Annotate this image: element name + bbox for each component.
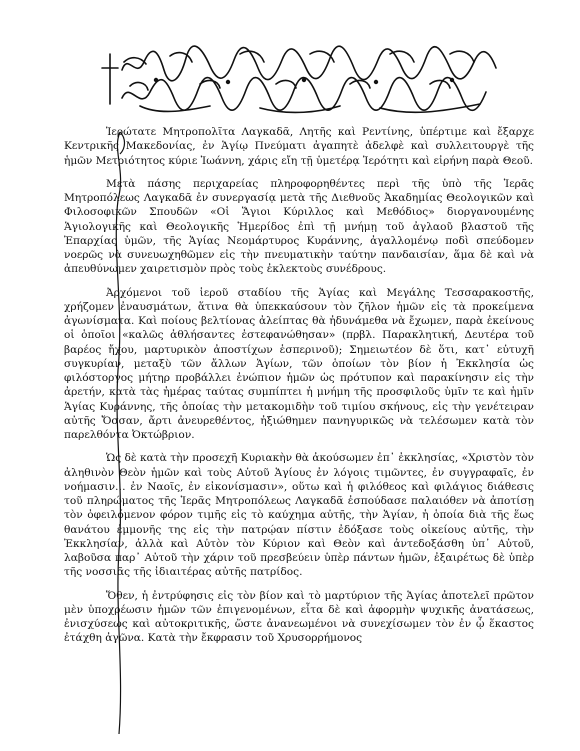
- letter-paragraph: Ὅθεν, ἡ ἐντρύφησις εἰς τὸν βίον καὶ τὸ μαρτύριον τῆς Ἁγίας ἀποτελεῖ πρῶτον μὲν ὑποχρέωσιν ἡμῶν τῶν ἐπιγενομένων, εἶτα δὲ καὶ ἀφορμὴν ψυχικῆς ἀνατάσεως, ἐνισχύσεως καὶ αὐτοκριτικῆς, ὥστε ἀνανεωμένοι νὰ συνεχίσωμεν τὸν ἐν ᾧ ἕκαστος ἐτάχθη ἀγῶνα. Κατὰ τὴν ἔκφρασιν τοῦ Χρυσορρήμονος: [64, 589, 534, 645]
- letter-paragraph: Μετὰ πάσης περιχαρείας πληροφορηθέντες περὶ τῆς ὑπὸ τῆς Ἱερᾶς Μητροπόλεως Λαγκαδᾶ ἐν συνεργασίᾳ μετὰ τῆς Διεθνοῦς Ἀκαδημίας Θεολογικῶν καὶ Φιλοσοφικῶν Σπουδῶν «Οἱ Ἅγιοι Κύριλλος καὶ Μεθόδιος» διοργανουμένης Ἁγιολογικῆς καὶ Θεολογικῆς Ἡμερίδος ἐπὶ τῇ μνήμῃ τοῦ ἀγλαοῦ βλαστοῦ τῆς Ἐπαρχίας ὑμῶν, τῆς Ἁγίας Νεομάρτυρος Κυράννης, ἀγαλλομένῳ ποδὶ σπεύδομεν νοερῶς νὰ συνευωχηθῶμεν εἰς τὴν πνευματικὴν ταύτην πανδαισίαν, ἅμα δὲ καὶ νὰ ἀπευθύνωμεν χαιρετισμὸν πρὸς τοὺς ἐκλεκτοὺς συνέδρους.: [64, 177, 534, 276]
- calligraphy-icon: [100, 40, 500, 120]
- letter-body: [64, 125, 534, 655]
- letter-paragraph: Ἀρχόμενοι τοῦ ἱεροῦ σταδίου τῆς Ἁγίας καὶ Μεγάλης Τεσσαρακοστῆς, χρήζομεν ἐναυσμάτων, ἅτινα θὰ ὑπεκκαύσουν τὸν ζῆλον ἡμῶν εἰς τὰ προκείμενα ἀγωνίσματα. Καὶ ποίους βελτίονας ἀλείπτας θὰ ἠδυνάμεθα νὰ ἔχωμεν, παρὰ ἐκείνους οἱ ὁποῖοι «καλῶς ἀθλήσαντες ἐστεφανώθησαν» (πρβλ. Παρακλητική, Δευτέρα τοῦ βαρέος ἤχου, μαρτυρικὸν ἀποστίχων ἑσπερινοῦ); Σημειωτέον δὲ ὅτι, κατ᾿ εὐτυχῆ συγκυρίαν, μεταξὺ τῶν ἄλλων Ἁγίων, τῶν ὁποίων τὸν βίον ἡ Ἐκκλησία ὡς φιλόστοργος μήτηρ προβάλλει ἐνώπιον ἡμῶν ὡς πρότυπον καὶ παρακίνησιν εἰς τὴν ἀρετήν, κατὰ τὰς ἡμέρας ταύτας συμπίπτει ἡ μνήμη τῆς προσφιλοῦς ὑμῖν τε καὶ ἡμῖν Ἁγίας Κυράννης, τῆς ὁποίας τὴν μετακομιδὴν τοῦ τιμίου σκήνους, εἰς τὴν γενέτειραν αὐτῆς Ὄσσαν, ἄρτι ἀνευρεθέντος, ἠξιώθημεν πανηγυρικῶς νὰ τελέσωμεν κατὰ τὸν παρελθόντα Ὀκτώβριον.: [64, 286, 534, 441]
- letter-paragraph: Ἱερώτατε Μητροπολῖτα Λαγκαδᾶ, Λητῆς καὶ Ρεντίνης, ὑπέρτιμε καὶ ἔξαρχε Κεντρικῆς Μακεδονίας, ἐν Ἁγίῳ Πνεύματι ἀγαπητὲ ἀδελφὲ καὶ συλλειτουργὲ τῆς ἡμῶν Μετριότητος κύριε Ἰωάννη, χάρις εἴη τῇ ὑμετέρᾳ Ἱερότητι καὶ εἰρήνη παρὰ Θεοῦ.: [64, 126, 534, 167]
- letter-paragraph: Ὡς δὲ κατὰ τὴν προσεχῆ Κυριακὴν θὰ ἀκούσωμεν ἐπ᾿ ἐκκλησίας, «Χριστὸν τὸν ἀληθινὸν Θεὸν ἡμῶν καὶ τοὺς Αὐτοῦ Ἁγίους ἐν λόγοις τιμῶντες, ἐν συγγραφαῖς, ἐν νοήμασιν… ἐν Ναοῖς, ἐν εἰκονίσμασιν», οὕτω καὶ ἡ φιλόθεος καὶ φιλάγιος διάθεσις τοῦ πληρώματος τῆς Ἱερᾶς Μητροπόλεως Λαγκαδᾶ ἐσπούδασε παλαιόθεν νὰ ἀποτίσῃ τὸν ὀφειλόμενον φόρον τιμῆς εἰς τὸ καύχημα αὐτῆς, τὴν Ἁγίαν, ἡ ὁποία διὰ τῆς ἕως θανάτου ἐμμονῆς της εἰς τὴν πατρῴαν πίστιν ἐδόξασε τοὺς οἰκείους αὐτῆς, τὴν Ἐκκλησίαν, ἀλλὰ καὶ Αὐτὸν τὸν Κύριον καὶ Θεὸν καὶ ἀντεδοξάσθη ὑπ᾿ Αὐτοῦ, λαβοῦσα παρ᾿ Αὐτοῦ τὴν χάριν τοῦ πρεσβεύειν ὑπὲρ πάντων ἡμῶν, ἐξαιρέτως δὲ ὑπὲρ τῆς νοσσιᾶς τῆς ἰδιαιτέρας αὐτῆς πατρίδος.: [64, 452, 534, 579]
- calligraphic-signature-header: [100, 40, 500, 120]
